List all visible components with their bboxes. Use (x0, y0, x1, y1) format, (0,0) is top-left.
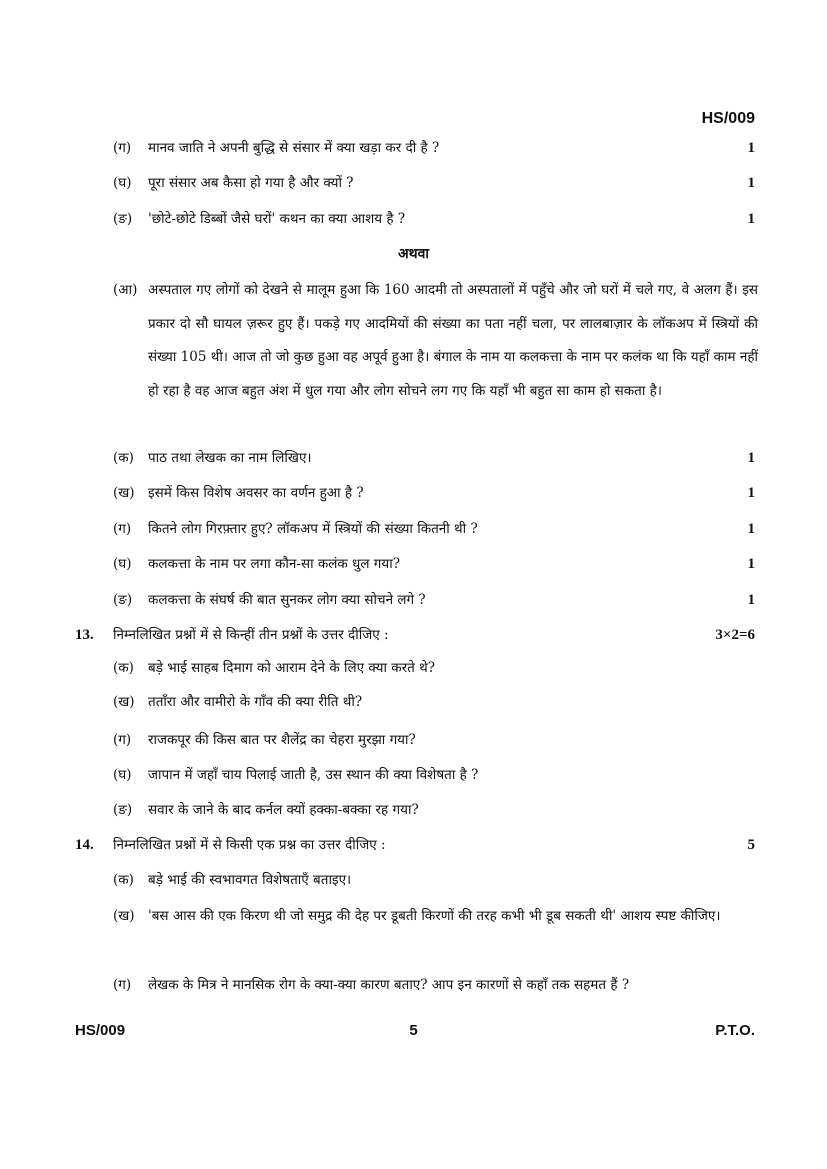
item-label: (क) (113, 872, 134, 888)
item-text: बड़े भाई साहब दिमाग को आराम देने के लिए क्या करते थे? (148, 660, 435, 676)
item-text: 'छोटे-छोटे डिब्बों जैसे घरों' कथन का क्या आशय है ? (148, 211, 406, 227)
item-label: (क) (113, 450, 134, 466)
question-row (0, 552, 827, 576)
question-row (0, 588, 827, 612)
question-row (0, 481, 827, 505)
item-text: लेखक के मित्र ने मानसिक रोग के क्या-क्या कारण बताए? आप इन कारणों से कहाँ तक सहमत हैं ? (148, 977, 630, 993)
question-row (0, 728, 827, 752)
item-text: तताँरा और वामीरो के गाँव की क्या रीति थी? (148, 694, 363, 710)
item-label: (ख) (113, 485, 135, 501)
question-text: निम्नलिखित प्रश्नों में से किन्हीं तीन प्रश्नों के उत्तर दीजिए : (113, 627, 389, 643)
question-row (0, 868, 827, 892)
item-text: इसमें किस विशेष अवसर का वर्णन हुआ है ? (148, 485, 364, 501)
question-row (0, 517, 827, 541)
item-text: पूरा संसार अब कैसा हो गया है और क्यों ? (148, 175, 354, 191)
item-label: (घ) (113, 556, 132, 572)
item-label: (क) (113, 660, 134, 676)
item-label: (ग) (113, 521, 132, 537)
item-mark: 1 (747, 592, 755, 608)
item-text: सवार के जाने के बाद कर्नल क्यों हक्का-बक्का रह गया? (148, 802, 419, 818)
question-row (0, 171, 827, 195)
question-number: 14. (75, 837, 94, 853)
question-marks: 3×2=6 (715, 627, 755, 643)
item-mark: 1 (747, 140, 755, 156)
item-mark: 1 (747, 521, 755, 537)
footer-paper-code: HS/009 (75, 1022, 126, 1039)
question-marks: 5 (747, 837, 755, 853)
item-text: कितने लोग गिरफ़्तार हुए? लॉकअप में स्त्रियों की संख्या कितनी थी ? (148, 521, 478, 537)
item-mark: 1 (747, 211, 755, 227)
question-number: 13. (75, 627, 94, 643)
item-text: कलकत्ता के संघर्ष की बात सुनकर लोग क्या सोचने लगे ? (148, 592, 426, 608)
item-label: (ख) (113, 908, 135, 924)
question-row (0, 446, 827, 470)
paper-code-header: HS/009 (701, 110, 755, 127)
item-text: मानव जाति ने अपनी बुद्धि से संसार में क्या खड़ा कर दी है ? (148, 140, 440, 156)
question-row (0, 973, 827, 997)
item-text: 'बस आस की एक किरण थी जो समुद्र की देह पर डूबती किरणों की तरह कभी भी डूब सकती थी' आशय स्पष्ट कीजिए। (148, 908, 721, 924)
item-mark: 1 (747, 450, 755, 466)
passage-text: अस्पताल गए लोगों को देखने से मालूम हुआ कि 160 आदमी तो अस्पतालों में पहुँचे और जो घरों में चले गए, वे अलग हैं। इस प्रकार दो सौ घायल ज़रूर हुए हैं। पकड़े गए आदमियों की संख्या का पता नहीं चला, पर लालबाज़ार के लॉकअप में स्त्रियों की संख्या 105 थी। आज तो जो कुछ हुआ वह अपूर्व हुआ है। बंगाल के नाम या कलकत्ता के नाम पर कलंक था कि यहाँ काम नहीं हो रहा है वह आज बहुत अंश में धुल गया और लोग सोचने लग गए कि यहाँ भी बहुत सा काम हो सकता है। (148, 282, 758, 399)
question-row (0, 207, 827, 231)
question-row (0, 763, 827, 787)
or-heading: अथवा (397, 246, 430, 262)
item-label: (ङ) (113, 592, 133, 608)
item-mark: 1 (747, 175, 755, 191)
item-label: (ङ) (113, 802, 133, 818)
question-row (0, 690, 827, 714)
item-text: पाठ तथा लेखक का नाम लिखिए। (148, 450, 312, 466)
question-row (0, 656, 827, 680)
item-label: (घ) (113, 175, 132, 191)
item-label: (ग) (113, 977, 132, 993)
item-label: (घ) (113, 767, 132, 783)
question-14 (0, 833, 827, 857)
question-text: निम्नलिखित प्रश्नों में से किसी एक प्रश्न का उत्तर दीजिए : (113, 837, 386, 853)
item-text: राजकपूर की किस बात पर शैलेंद्र का चेहरा मुरझा गया? (148, 732, 416, 748)
item-text: कलकत्ता के नाम पर लगा कौन-सा कलंक धुल गया? (148, 556, 400, 572)
item-text: बड़े भाई की स्वभावगत विशेषताएँ बताइए। (148, 872, 352, 888)
question-13 (0, 623, 827, 647)
question-row (0, 136, 827, 160)
item-text: जापान में जहाँ चाय पिलाई जाती है, उस स्थान की क्या विशेषता है ? (148, 767, 479, 783)
item-label: (ङ) (113, 211, 133, 227)
passage-label: (आ) (113, 282, 138, 298)
item-label: (ख) (113, 694, 135, 710)
page-number: 5 (409, 1022, 418, 1039)
item-label: (ग) (113, 732, 132, 748)
item-label: (ग) (113, 140, 132, 156)
question-row (0, 798, 827, 822)
item-mark: 1 (747, 485, 755, 501)
item-mark: 1 (747, 556, 755, 572)
pto-label: P.T.O. (715, 1022, 755, 1039)
